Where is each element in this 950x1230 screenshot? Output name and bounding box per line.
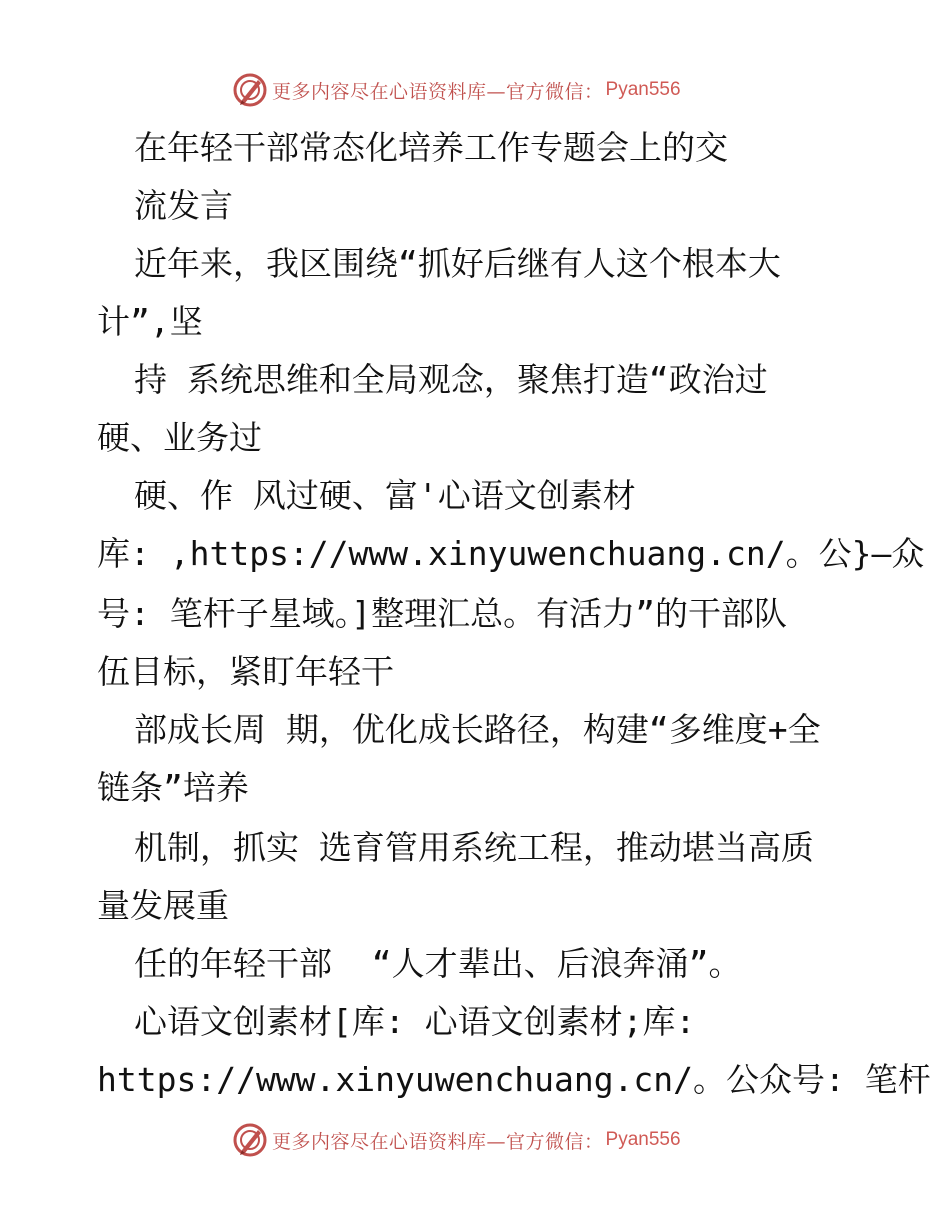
paragraph-line: 计”,坚 [97, 302, 203, 341]
title-line-1: 在年轻干部常态化培养工作专题会上的交 [134, 128, 728, 167]
banner-slogan: 更多内容尽在心语资料库 [272, 1130, 487, 1153]
paragraph-line: 链条”培养 [97, 768, 249, 807]
paragraph-line: 部成长周 期，优化成长路径，构建“多维度+全 [134, 710, 821, 749]
paragraph-line: 量发展重 [97, 886, 229, 925]
banner-wechat-label: 官方微信： [506, 1130, 604, 1153]
banner-wechat-label: 官方微信： [506, 80, 604, 103]
pen-logo-icon [232, 72, 268, 108]
banner-wechat-id: Pyan556 [605, 79, 681, 100]
banner-dash: — [486, 80, 507, 103]
banner-wechat-id: Pyan556 [605, 1129, 681, 1150]
paragraph-line: 任的年轻干部 “人才辈出、后浪奔涌”。 [134, 944, 742, 983]
pen-logo-icon [232, 1122, 268, 1158]
paragraph-line: https://www.xinyuwenchuang.cn/。公众号: 笔杆 [97, 1060, 931, 1099]
paragraph-line: 硬、作 风过硬、富'心语文创素材 [134, 476, 636, 515]
paragraph-line: 硬、业务过 [97, 418, 262, 457]
paragraph-line: 库: ,https://www.xinyuwenchuang.cn/。公}—众 [97, 534, 925, 573]
title-line-2: 流发言 [134, 186, 233, 225]
footer-watermark-banner [232, 1120, 681, 1160]
paragraph-line: 持 系统思维和全局观念，聚焦打造“政治过 [134, 360, 768, 399]
paragraph-line: 伍目标，紧盯年轻干 [97, 652, 394, 691]
banner-slogan: 更多内容尽在心语资料库 [272, 80, 487, 103]
paragraph-line: 近年来，我区围绕“抓好后继有人这个根本大 [134, 244, 781, 283]
banner-dash: — [486, 1130, 507, 1153]
paragraph-line: 号: 笔杆子星域。]整理汇总。有活力”的干部队 [97, 594, 787, 633]
paragraph-line: 心语文创素材[库: 心语文创素材;库: [134, 1002, 696, 1041]
header-watermark-banner [232, 70, 681, 110]
paragraph-line: 机制，抓实 选育管用系统工程，推动堪当高质 [134, 828, 814, 867]
